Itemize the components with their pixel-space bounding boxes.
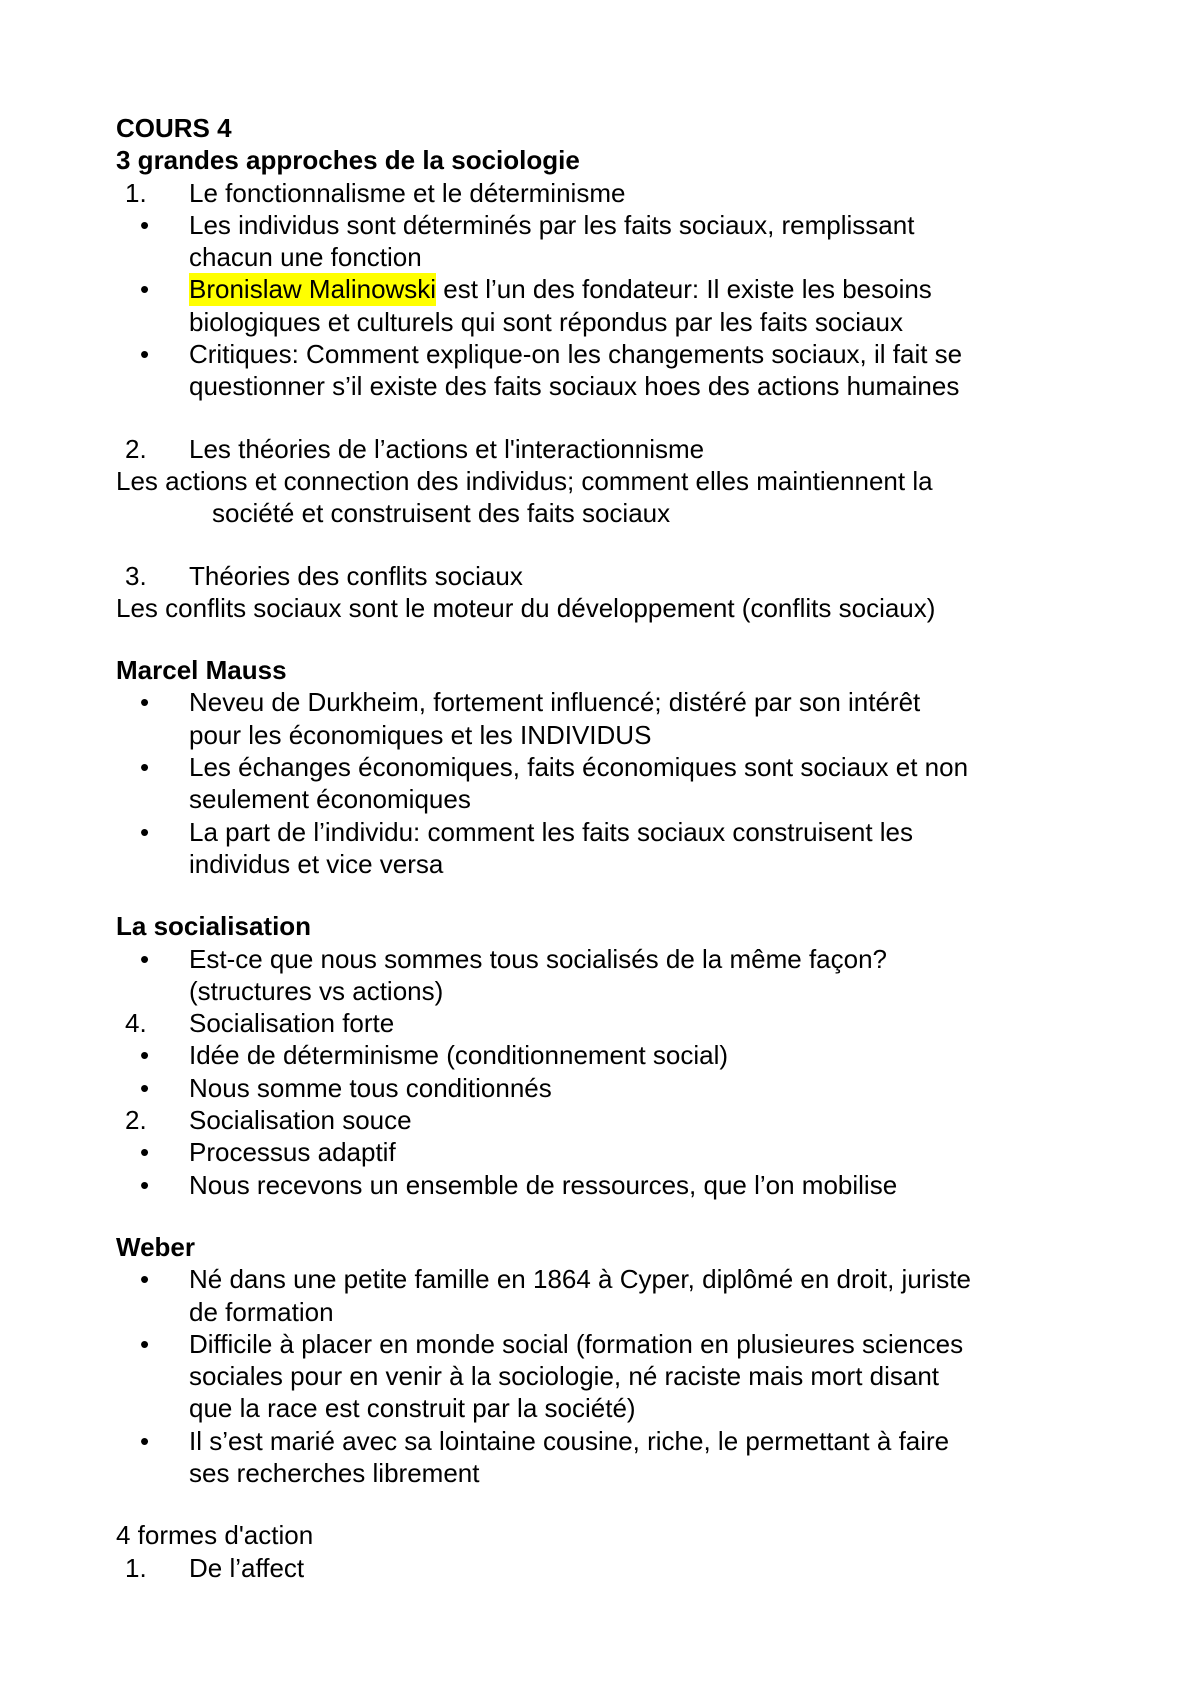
list-item-first-line xyxy=(116,1104,1116,1136)
number-marker: 2. xyxy=(125,433,147,464)
list-item-first-line xyxy=(116,751,1116,783)
list-item-text: La part de l’individu: comment les faits sociaux construisent les xyxy=(189,816,914,847)
blank-line xyxy=(116,530,1116,560)
paragraph-line: 4 formes d'action xyxy=(116,1520,314,1551)
bullet-marker: • xyxy=(140,687,150,718)
list-item-continuation xyxy=(116,1296,1116,1328)
list-item-continuation xyxy=(116,1392,1116,1424)
list-item-first-line xyxy=(116,1425,1116,1457)
list-item-text: Processus adaptif xyxy=(189,1137,396,1168)
blank-line xyxy=(116,624,1116,654)
number-marker: 2. xyxy=(125,1105,147,1136)
list-item-text: que la race est construit par la société) xyxy=(189,1393,636,1424)
list-item xyxy=(116,433,1116,465)
list-item xyxy=(116,1263,1116,1328)
list-item xyxy=(116,338,1116,403)
list-item xyxy=(116,1328,1116,1425)
list-item-continuation xyxy=(116,241,1116,273)
list-item-first-line xyxy=(116,1007,1116,1039)
list-item-first-line xyxy=(116,1328,1116,1360)
number-marker: 1. xyxy=(125,177,147,208)
bullet-marker: • xyxy=(140,1264,150,1295)
bullet-marker: • xyxy=(140,274,150,305)
list-item-text: questionner s’il existe des faits sociaux hoes des actions humaines xyxy=(189,371,960,402)
bullet-marker: • xyxy=(140,1328,150,1359)
list-item-continuation xyxy=(116,1360,1116,1392)
list-item-text: Théories des conflits sociaux xyxy=(189,560,523,591)
list-item-text: Critiques: Comment explique-on les changements sociaux, il fait se xyxy=(189,339,963,370)
list-item xyxy=(116,1007,1116,1039)
list-item xyxy=(116,1072,1116,1104)
bullet-marker: • xyxy=(140,1425,150,1456)
bullet-marker: • xyxy=(140,816,150,847)
list-item xyxy=(116,1104,1116,1136)
bullet-marker: • xyxy=(140,339,150,370)
list-item-first-line xyxy=(116,1136,1116,1168)
list-item-first-line xyxy=(116,560,1116,592)
highlighted-name: Bronislaw Malinowski xyxy=(189,274,437,305)
paragraph-line: Les conflits sociaux sont le moteur du développement (conflits sociaux) xyxy=(116,592,936,623)
list-item-text: Socialisation forte xyxy=(189,1008,395,1039)
number-marker: 3. xyxy=(125,560,147,591)
list-item xyxy=(116,1425,1116,1490)
list-item xyxy=(116,1039,1116,1071)
list-item-text: ses recherches librement xyxy=(189,1457,480,1488)
section-heading: Marcel Mauss xyxy=(116,655,287,686)
list-item-first-line xyxy=(116,816,1116,848)
list-item xyxy=(116,943,1116,1008)
blank-line xyxy=(116,1201,1116,1231)
list-item-text: Né dans une petite famille en 1864 à Cyper, diplômé en droit, juriste xyxy=(189,1264,971,1295)
bullet-marker: • xyxy=(140,1040,150,1071)
number-marker: 4. xyxy=(125,1008,147,1039)
bullet-marker: • xyxy=(140,209,150,240)
list-item-text: Les échanges économiques, faits économiques sont sociaux et non xyxy=(189,752,969,783)
list-item-text: chacun une fonction xyxy=(189,242,422,273)
blank-line xyxy=(116,880,1116,910)
list-item-continuation xyxy=(116,306,1116,338)
list-item-text: Nous recevons un ensemble de ressources, que l’on mobilise xyxy=(189,1169,898,1200)
list-item xyxy=(116,273,1116,338)
list-item-first-line xyxy=(116,338,1116,370)
list-item-first-line xyxy=(116,273,1116,305)
section-heading: 3 grandes approches de la sociologie xyxy=(116,145,580,176)
list-item xyxy=(116,209,1116,274)
blank-line xyxy=(116,1489,1116,1519)
paragraph-line: société et construisent des faits sociaux xyxy=(212,498,671,529)
blank-line xyxy=(116,403,1116,433)
list-item-first-line xyxy=(116,1263,1116,1295)
list-item-text: Difficile à placer en monde social (formation en plusieures sciences xyxy=(189,1328,964,1359)
list-item-text: Il s’est marié avec sa lointaine cousine, riche, le permettant à faire xyxy=(189,1425,950,1456)
list-item-continuation xyxy=(116,370,1116,402)
list-item-first-line xyxy=(116,1072,1116,1104)
list-item-text: De l’affect xyxy=(189,1552,305,1583)
document-body xyxy=(116,112,1116,1584)
list-item xyxy=(116,177,1116,209)
list-item-text: sociales pour en venir à la sociologie, né raciste mais mort disant xyxy=(189,1361,940,1392)
bullet-marker: • xyxy=(140,943,150,974)
list-item xyxy=(116,816,1116,881)
list-item-first-line xyxy=(116,1552,1116,1584)
list-item-first-line xyxy=(116,686,1116,718)
list-item-continuation xyxy=(116,1457,1116,1489)
paragraph-line: Les actions et connection des individus; comment elles maintiennent la xyxy=(116,465,933,496)
list-item-first-line xyxy=(116,1169,1116,1201)
list-item-text: Les théories de l’actions et l'interactionnisme xyxy=(189,433,705,464)
list-item-continuation xyxy=(116,848,1116,880)
section-heading: COURS 4 xyxy=(116,113,232,143)
list-item xyxy=(116,560,1116,592)
list-item-continuation xyxy=(116,719,1116,751)
list-item-text: individus et vice versa xyxy=(189,848,444,879)
list-item-text: Nous somme tous conditionnés xyxy=(189,1072,552,1103)
section-heading: Weber xyxy=(116,1231,195,1262)
list-item xyxy=(116,751,1116,816)
list-item-first-line xyxy=(116,177,1116,209)
list-item-continuation xyxy=(116,783,1116,815)
list-item-text: Socialisation souce xyxy=(189,1105,412,1136)
list-item xyxy=(116,686,1116,751)
list-item xyxy=(116,1136,1116,1168)
list-item-text: Idée de déterminisme (conditionnement social) xyxy=(189,1040,729,1071)
bullet-marker: • xyxy=(140,1072,150,1103)
list-item-first-line xyxy=(116,943,1116,975)
list-item-text: est l’un des fondateur: Il existe les besoins xyxy=(436,274,932,305)
list-item-text: seulement économiques xyxy=(189,784,471,815)
list-item-text: (structures vs actions) xyxy=(189,975,444,1006)
bullet-marker: • xyxy=(140,1169,150,1200)
list-item xyxy=(116,1552,1116,1584)
list-item-text: de formation xyxy=(189,1296,334,1327)
list-item-text: Le fonctionnalisme et le déterminisme xyxy=(189,177,626,208)
list-item-text: Les individus sont déterminés par les faits sociaux, remplissant xyxy=(189,209,915,240)
number-marker: 1. xyxy=(125,1552,147,1583)
list-item-first-line xyxy=(116,209,1116,241)
list-item xyxy=(116,1169,1116,1201)
list-item-text: biologiques et culturels qui sont répondus par les faits sociaux xyxy=(189,306,903,337)
bullet-marker: • xyxy=(140,752,150,783)
list-item-continuation xyxy=(116,975,1116,1007)
list-item-first-line xyxy=(116,433,1116,465)
section-heading: La socialisation xyxy=(116,911,312,942)
document-page xyxy=(116,112,1116,1584)
list-item-text: pour les économiques et les INDIVIDUS xyxy=(189,719,652,750)
list-item-text: Est-ce que nous sommes tous socialisés de la même façon? xyxy=(189,943,888,974)
list-item-text: Neveu de Durkheim, fortement influencé; distéré par son intérêt xyxy=(189,687,921,718)
bullet-marker: • xyxy=(140,1137,150,1168)
list-item-first-line xyxy=(116,1039,1116,1071)
